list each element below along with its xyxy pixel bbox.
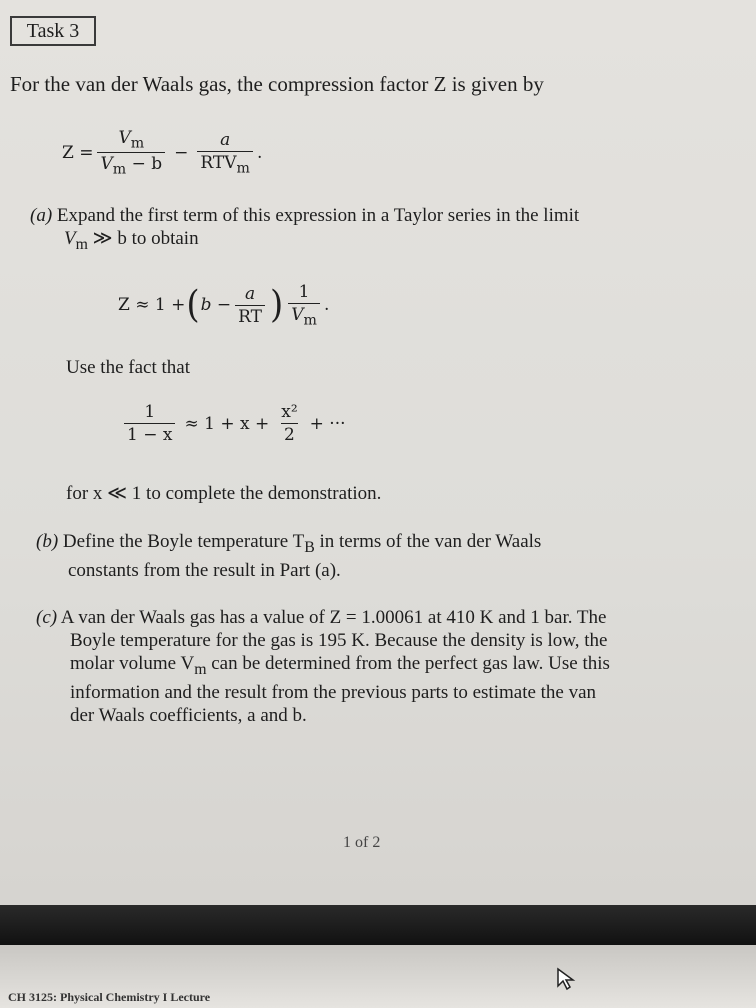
for-x-text: for x ≪ 1 to complete the demonstration. — [66, 483, 382, 504]
part-a-label: (a) — [30, 205, 53, 226]
page-number: 1 of 2 — [343, 834, 381, 851]
eq1-term2: $\frac{a}{RTV_m}$ — [197, 130, 253, 176]
use-fact-text: Use the fact that — [66, 357, 190, 378]
eq1-lhs: Z = — [62, 142, 94, 163]
intro-text: For the van der Waals gas, the compression factor Z is given by — [10, 72, 544, 96]
task-label: Task 3 — [10, 16, 96, 46]
eq1-term1: $\frac{V_m}{V_m - b}$ — [97, 128, 165, 178]
monitor-bezel — [0, 905, 756, 945]
equation-series: $\frac{1}{1 - x}$ ≈ 1 + x + $\frac{\text{x²}}{2}$ + ··· — [120, 402, 351, 445]
part-a — [30, 204, 740, 256]
mouse-pointer-icon — [554, 966, 580, 992]
eq1-minus: − — [174, 142, 189, 163]
part-c: (c) A van der Waals gas has a value of Z = 1.00061 at 410 K and 1 bar. The Boyle temperature for the gas is 195 K. Because the density is low, the molar volume $V_m$ can be determined from the perfect gas law. Use this information and the result from the previous parts to estimate the van der Waals coefficients, a and b. — [36, 607, 610, 726]
part-b: (b) Define the Boyle temperature $T_B$ in terms of the van der Waals constants from the result in Part (a). — [36, 531, 542, 581]
part-a-line2: $V_m$ ≫ b to obtain — [64, 228, 199, 253]
equation-z-approx: Z ≈ 1 + ( b − $\frac{a}{RT}$ ) $\frac{1}{V_m}$ . — [118, 282, 330, 329]
part-a-line1: Expand the first term of this expression in a Taylor series in the limit — [56, 205, 580, 226]
equation-z: Z = $\frac{V_m}{V_m - b}$ − $\frac{a}{RTV_m}$ . — [62, 128, 263, 178]
footer-course-label: CH 3125: Physical Chemistry I Lecture — [8, 990, 211, 1004]
